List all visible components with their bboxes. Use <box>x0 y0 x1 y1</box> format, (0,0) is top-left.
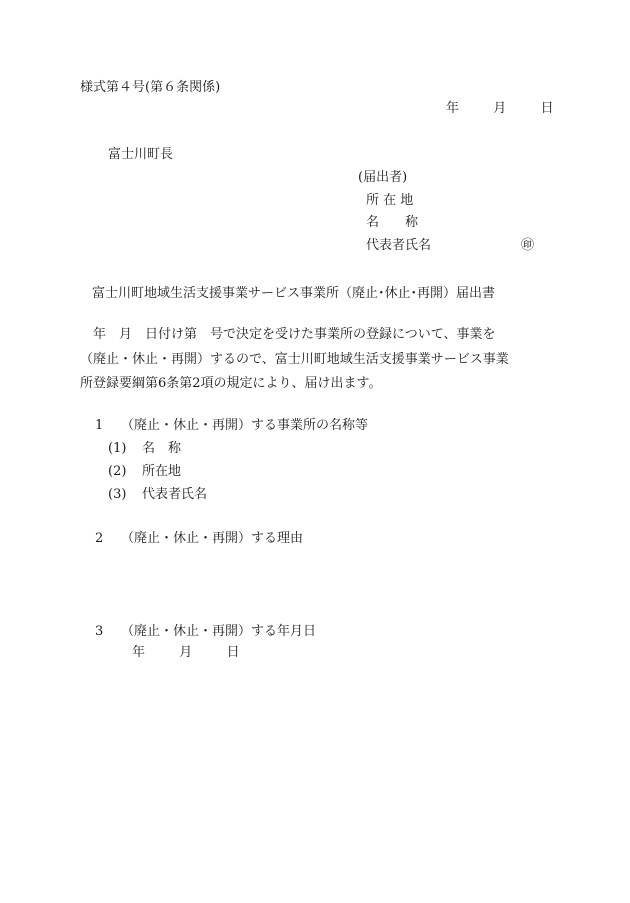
sub-item-1-text: 名 称 <box>142 441 182 456</box>
date-day-label: 日 <box>540 101 554 116</box>
item-3-number: 3 <box>95 624 104 639</box>
applicant-name-label: 名 称 <box>366 215 419 230</box>
seal-mark: ㊞ <box>521 238 535 253</box>
sub-item-3-number: (3) <box>108 487 127 502</box>
sub-item-3 <box>108 487 207 503</box>
date-year-label: 年 <box>446 101 460 116</box>
sub-item-1-number: (1) <box>108 441 127 456</box>
item-3-month-label: 月 <box>179 645 193 660</box>
sub-item-2-text: 所在地 <box>142 464 182 479</box>
item-3 <box>95 624 316 640</box>
applicant-label: (届出者) <box>358 170 408 185</box>
item-1-text: （廃止・休止・再開）する事業所の名称等 <box>121 418 369 433</box>
item-2-text: （廃止・休止・再開）する理由 <box>121 531 304 546</box>
sub-item-2-number: (2) <box>108 464 127 479</box>
date-month-label: 月 <box>493 101 507 116</box>
item-2 <box>95 531 303 547</box>
body-line-1: 年 月 日付け第 号で決定を受けた事業所の登録について、事業を <box>80 327 496 342</box>
item-3-text: （廃止・休止・再開）する年月日 <box>121 624 317 639</box>
item-1 <box>95 418 368 434</box>
sub-item-1 <box>108 441 181 457</box>
applicant-representative-label: 代表者氏名 <box>366 238 432 253</box>
item-1-number: 1 <box>95 418 104 433</box>
sub-item-2 <box>108 464 181 480</box>
body-line-3: 所登録要綱第6条第2項の規定により、届け出ます。 <box>80 376 382 391</box>
item-3-day-label: 日 <box>226 645 240 660</box>
body-line-2: （廃止・休止・再開）するので、富士川町地域生活支援事業サービス事業 <box>80 352 509 367</box>
addressee: 富士川町長 <box>108 147 174 162</box>
item-3-year-label: 年 <box>132 645 146 660</box>
document-title: 富士川町地域生活支援事業サービス事業所（廃止･休止･再開）届出書 <box>92 286 496 301</box>
applicant-address-label: 所 在 地 <box>366 193 414 208</box>
item-2-number: 2 <box>95 531 104 546</box>
date-header <box>446 101 554 117</box>
form-number: 様式第４号(第６条関係) <box>80 80 221 95</box>
sub-item-3-text: 代表者氏名 <box>142 487 208 502</box>
item-3-date <box>132 645 240 661</box>
